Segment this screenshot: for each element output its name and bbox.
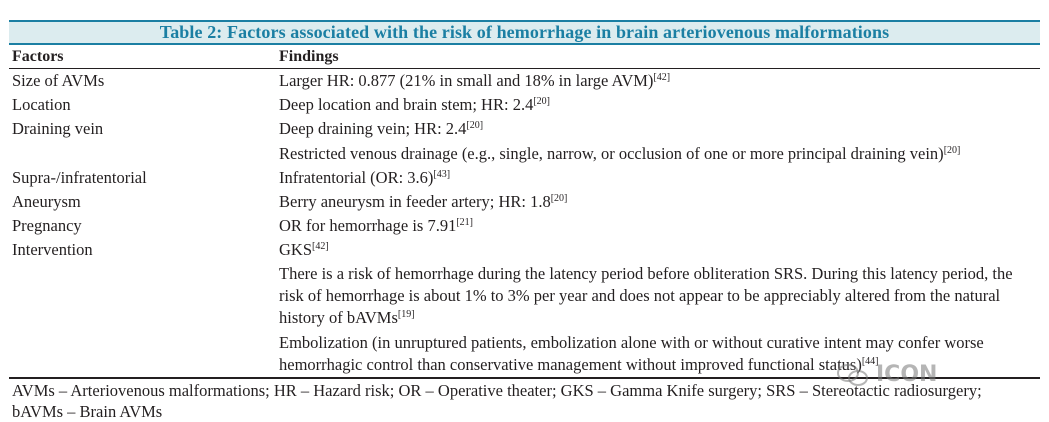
row-factor: Intervention bbox=[12, 240, 93, 259]
table-title: Table 2: Factors associated with the risk of hemorrhage in brain arteriovenous malformations bbox=[159, 22, 890, 42]
wechat-logo-icon bbox=[836, 363, 870, 387]
row-finding: Deep draining vein; HR: 2.4[20] bbox=[279, 119, 484, 138]
row-factor: Location bbox=[12, 95, 71, 114]
watermark bbox=[836, 362, 937, 387]
header-findings: Findings bbox=[279, 48, 339, 65]
table-title-bar bbox=[9, 20, 1040, 45]
row-finding: Infratentorial (OR: 3.6)[43] bbox=[279, 168, 451, 187]
reference: [20] bbox=[943, 145, 961, 156]
reference: [42] bbox=[653, 72, 671, 83]
header-factors: Factors bbox=[12, 48, 64, 65]
row-factor: Size of AVMs bbox=[12, 71, 105, 90]
table-footnote: AVMs – Arteriovenous malformations; HR – Hazard risk; OR – Operative theater; GKS – Gamma Knife surgery; SRS – Stereotactic radiosurgery; bAVMs – Brain AVMs bbox=[12, 381, 982, 421]
row-finding: GKS[42] bbox=[279, 240, 329, 259]
row-factor: Draining vein bbox=[12, 119, 104, 138]
row-finding: Berry aneurysm in feeder artery; HR: 1.8[20] bbox=[279, 192, 568, 211]
reference: [20] bbox=[466, 120, 484, 131]
row-factor: Supra-/infratentorial bbox=[12, 168, 147, 187]
table-header-row bbox=[9, 47, 1040, 69]
row-finding: Restricted venous drainage (e.g., single, narrow, or occlusion of one or more principal draining vein)[20] bbox=[279, 144, 961, 163]
reference: [20] bbox=[550, 193, 568, 204]
watermark-text: ICON bbox=[876, 362, 938, 387]
row-factor: Aneurysm bbox=[12, 192, 81, 211]
reference: [21] bbox=[456, 217, 474, 228]
reference: [20] bbox=[533, 96, 550, 107]
row-finding: Embolization (in unruptured patients, embolization alone with or without curative intent may confer worse hemorrhagic control than conservative management without improved functional status)[44] bbox=[279, 333, 984, 374]
row-finding: Larger HR: 0.877 (21% in small and 18% in large AVM)[42] bbox=[279, 71, 671, 90]
reference: [19] bbox=[397, 309, 415, 320]
row-finding: Deep location and brain stem; HR: 2.4[20] bbox=[279, 95, 550, 114]
row-finding: OR for hemorrhage is 7.91[21] bbox=[279, 216, 474, 235]
row-factor: Pregnancy bbox=[12, 216, 82, 235]
reference: [44] bbox=[861, 356, 879, 367]
reference: [43] bbox=[433, 169, 451, 180]
row-finding: There is a risk of hemorrhage during the latency period before obliteration SRS. During this latency period, the risk of hemorrhage is about 1% to 3% per year and does not appear to be appreciably altered from the natural history of bAVMs[19] bbox=[279, 264, 1013, 327]
reference: [42] bbox=[312, 241, 329, 252]
